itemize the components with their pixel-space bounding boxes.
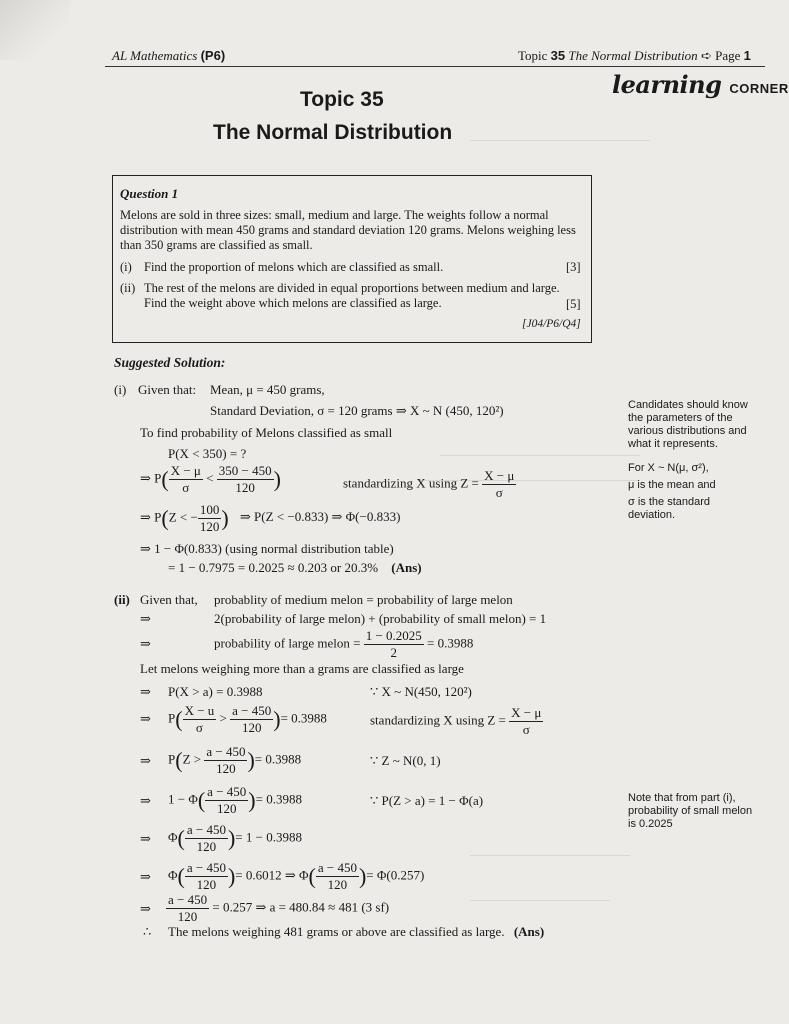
implies-arrow-7: ⇒ [140, 831, 151, 846]
part-i-given: Given that: [138, 382, 197, 397]
header-rule [105, 66, 765, 67]
diamond-arrow-icon: ➪ [700, 48, 712, 63]
question-part2-marks: [5] [566, 297, 581, 311]
question-box [112, 175, 592, 343]
part-i-result: = 1 − 0.7975 = 0.2025 ≈ 0.203 or 20.3% (Ans) [168, 560, 422, 575]
therefore-symbol: ∴ [143, 924, 152, 939]
implies-arrow-8: ⇒ [140, 869, 151, 884]
part-ii-large-prob: probability of large melon = $\frac{1 - 0.2025}{2}$ = 0.3988 [214, 628, 474, 660]
part-ii-m5: Φ( $\frac{a - 450}{120}$ )= 1 − 0.3988 [168, 822, 302, 854]
part-i-label: (i) [114, 382, 127, 397]
solution-heading: Suggested Solution: [114, 355, 226, 370]
part-ii-given-text: probablity of medium melon = probability of large melon [214, 592, 513, 607]
part-ii-m4-reason: ∵ P(Z > a) = 1 − Φ(a) [370, 793, 484, 808]
implies-arrow-1: ⇒ [140, 611, 151, 626]
note-part-i: Note that from part (i), probability of small melon is 0.2025 [628, 792, 753, 830]
part-ii-m3-reason: ∵ Z ~ N(0, 1) [370, 753, 441, 768]
part-ii-m4: 1 − Φ( $\frac{a - 450}{120}$ )= 0.3988 [168, 784, 302, 816]
part-ii-m1: P(X > a) = 0.3988 [168, 684, 263, 699]
part-ii-m2: P( $\frac{X - u}{\sigma}$ > $\frac{a - 450}{120}$ )= 0.3988 [168, 703, 327, 735]
part-i-tofind: To find probability of Melons classified as small [140, 425, 393, 440]
part-i-px: P(X < 350) = ? [168, 446, 247, 461]
part-ii-let: Let melons weighing more than a grams are classified as large [140, 661, 464, 676]
part-ii-sum-line: 2(probability of large melon) + (probability of small melon) = 1 [214, 611, 547, 626]
part-i-z-line: ⇒ P(Z < − $\frac{100}{120}$ ) ⇒ P(Z < −0.833) ⇒ Φ(−0.833) [140, 502, 401, 534]
implies-arrow-9: ⇒ [140, 901, 151, 916]
header-course: AL Mathematics (P6) [112, 48, 226, 63]
brand-logo: learning CORNER [612, 70, 789, 99]
part-i-sd: Standard Deviation, σ = 120 grams ⇒ X ~ N (450, 120²) [210, 403, 504, 418]
header-topic: Topic 35 The Normal Distribution ➪ Page 1 [518, 48, 751, 63]
implies-arrow-5: ⇒ [140, 753, 151, 768]
title-name: The Normal Distribution [213, 121, 453, 144]
question-part1-text: Find the proportion of melons which are classified as small. [144, 260, 444, 274]
implies-arrow-3: ⇒ [140, 684, 151, 699]
part-ii-m6: Φ( $\frac{a - 450}{120}$ )= 0.6012 ⇒ Φ( $\frac{a - 450}{120}$ )= Φ(0.257) [168, 860, 425, 892]
question-part2-text: The rest of the melons are divided in equal proportions between medium and large. Find the weight above which melons are classified as large. [144, 281, 560, 310]
part-ii-conclusion: The melons weighing 481 grams or above are classified as large. (Ans) [168, 924, 545, 939]
implies-arrow-2: ⇒ [140, 636, 151, 651]
implies-arrow-4: ⇒ [140, 711, 151, 726]
question-body: Melons are sold in three sizes: small, medium and large. The weights follow a normal distribution with mean 450 grams and standard deviation 120 grams. Melons weighing less than 350 grams are classified as small. [120, 208, 576, 252]
part-ii-given: Given that, [140, 592, 198, 607]
question-heading: Question 1 [120, 186, 179, 201]
question-part2-label: (ii) [120, 281, 136, 295]
title-topic: Topic 35 [300, 88, 384, 111]
part-ii-m7: $\frac{a - 450}{120}$ = 0.257 ⇒ a = 480.84 ≈ 481 (3 sf) [168, 892, 390, 924]
question-part1-marks: [3] [566, 260, 581, 274]
part-ii-m1-reason: ∵ X ~ N(450, 120²) [370, 684, 472, 699]
part-ii-label: (ii) [114, 592, 130, 607]
part-i-mean: Mean, μ = 450 grams, [210, 382, 325, 397]
part-ii-m2-note: standardizing X using Z = $\frac{X - \mu}{\sigma}$ [370, 705, 542, 737]
question-part1-label: (i) [120, 260, 132, 274]
note-parameters: Candidates should know the parameters of the various distributions and what it represents. [628, 399, 748, 450]
note-normal-def: For X ~ N(μ, σ²), μ is the mean and σ is the standard deviation. [628, 462, 716, 521]
part-i-standardize-note: standardizing X using Z = $\frac{X - \mu}{\sigma}$ [343, 468, 515, 500]
implies-arrow-6: ⇒ [140, 793, 151, 808]
part-i-table-line: ⇒ 1 − Φ(0.833) (using normal distribution table) [140, 541, 394, 556]
part-ii-m3: P(Z > $\frac{a - 450}{120}$ )= 0.3988 [168, 744, 302, 776]
scan-shadow [0, 0, 70, 60]
part-i-standardize-line: ⇒ P( $\frac{X - \mu}{\sigma}$ < $\frac{350 - 450}{120}$ ) [140, 463, 281, 495]
question-reference: [J04/P6/Q4] [522, 318, 581, 330]
